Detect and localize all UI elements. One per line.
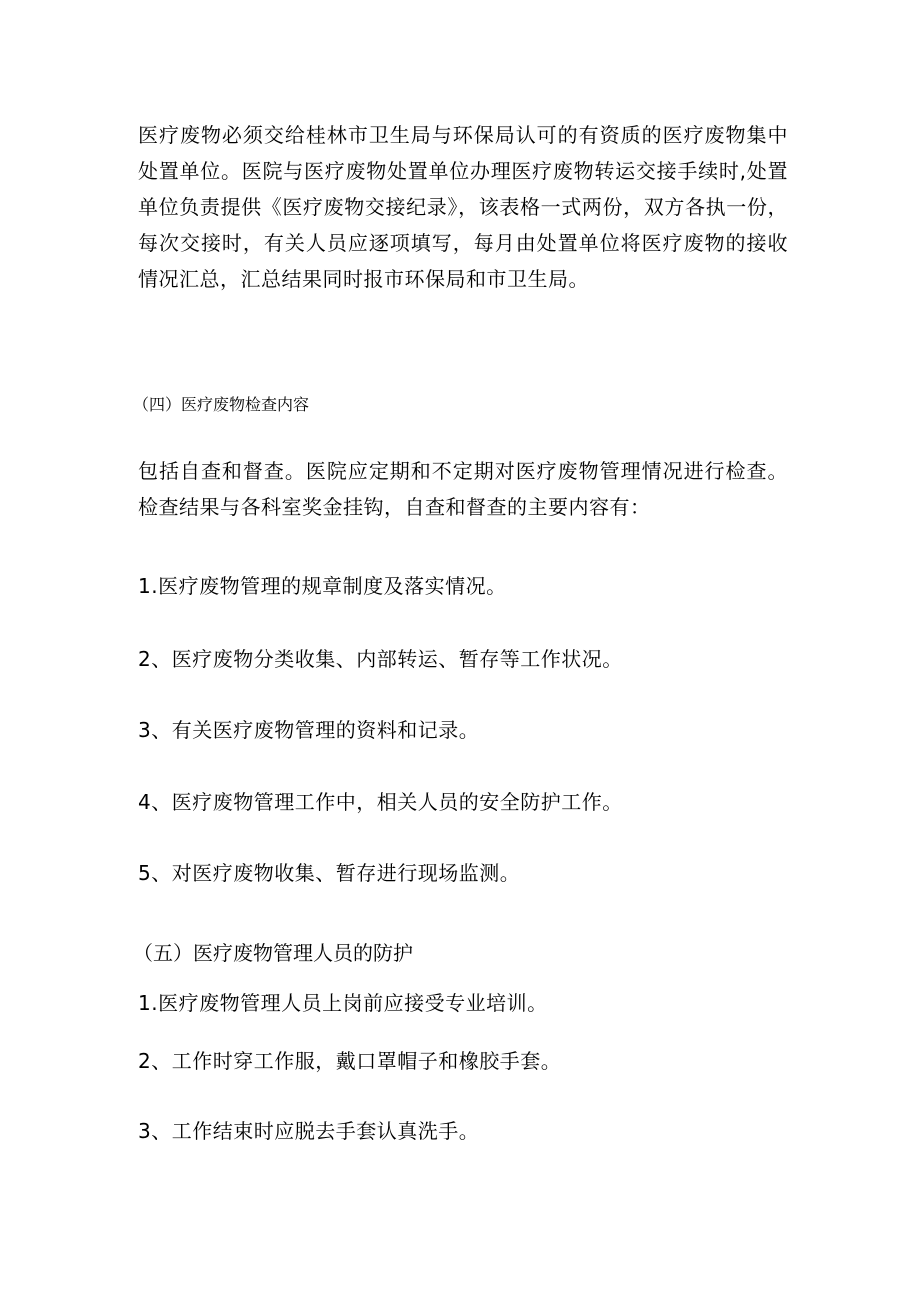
- list-item: 1.医疗废物管理人员上岗前应接受专业培训。: [138, 991, 548, 1015]
- list-item: 1.医疗废物管理的规章制度及落实情况。: [138, 574, 507, 598]
- paragraph-disposal: 医疗废物必须交给桂林市卫生局与环保局认可的有资质的医疗废物集中处置单位。医院与医疗废物处置单位办理医疗废物转运交接手续时,处置单位负责提供《医疗废物交接纪录》，该表格一式两份，双方各执一份，每次交接时，有关人员应逐项填写，每月由处置单位将医疗废物的接收情况汇总，汇总结果同时报市环保局和市卫生局。: [138, 123, 788, 291]
- list-item: 3、工作结束时应脱去手套认真洗手。: [138, 1119, 480, 1143]
- list-item: 2、工作时穿工作服，戴口罩帽子和橡胶手套。: [138, 1049, 562, 1073]
- section-heading-protection: （五）医疗废物管理人员的防护: [133, 941, 413, 965]
- list-item: 5、对医疗废物收集、暂存进行现场监测。: [138, 861, 521, 885]
- list-item: 4、医疗废物管理工作中，相关人员的安全防护工作。: [138, 790, 623, 814]
- list-item: 3、有关医疗废物管理的资料和记录。: [138, 718, 480, 742]
- section-heading-inspection: （四）医疗废物检查内容: [133, 395, 310, 414]
- list-item: 2、医疗废物分类收集、内部转运、暂存等工作状况。: [138, 647, 623, 671]
- paragraph-inspection-intro: 包括自查和督查。医院应定期和不定期对医疗废物管理情况进行检查。检查结果与各科室奖金挂钩，自查和督查的主要内容有：: [138, 459, 788, 519]
